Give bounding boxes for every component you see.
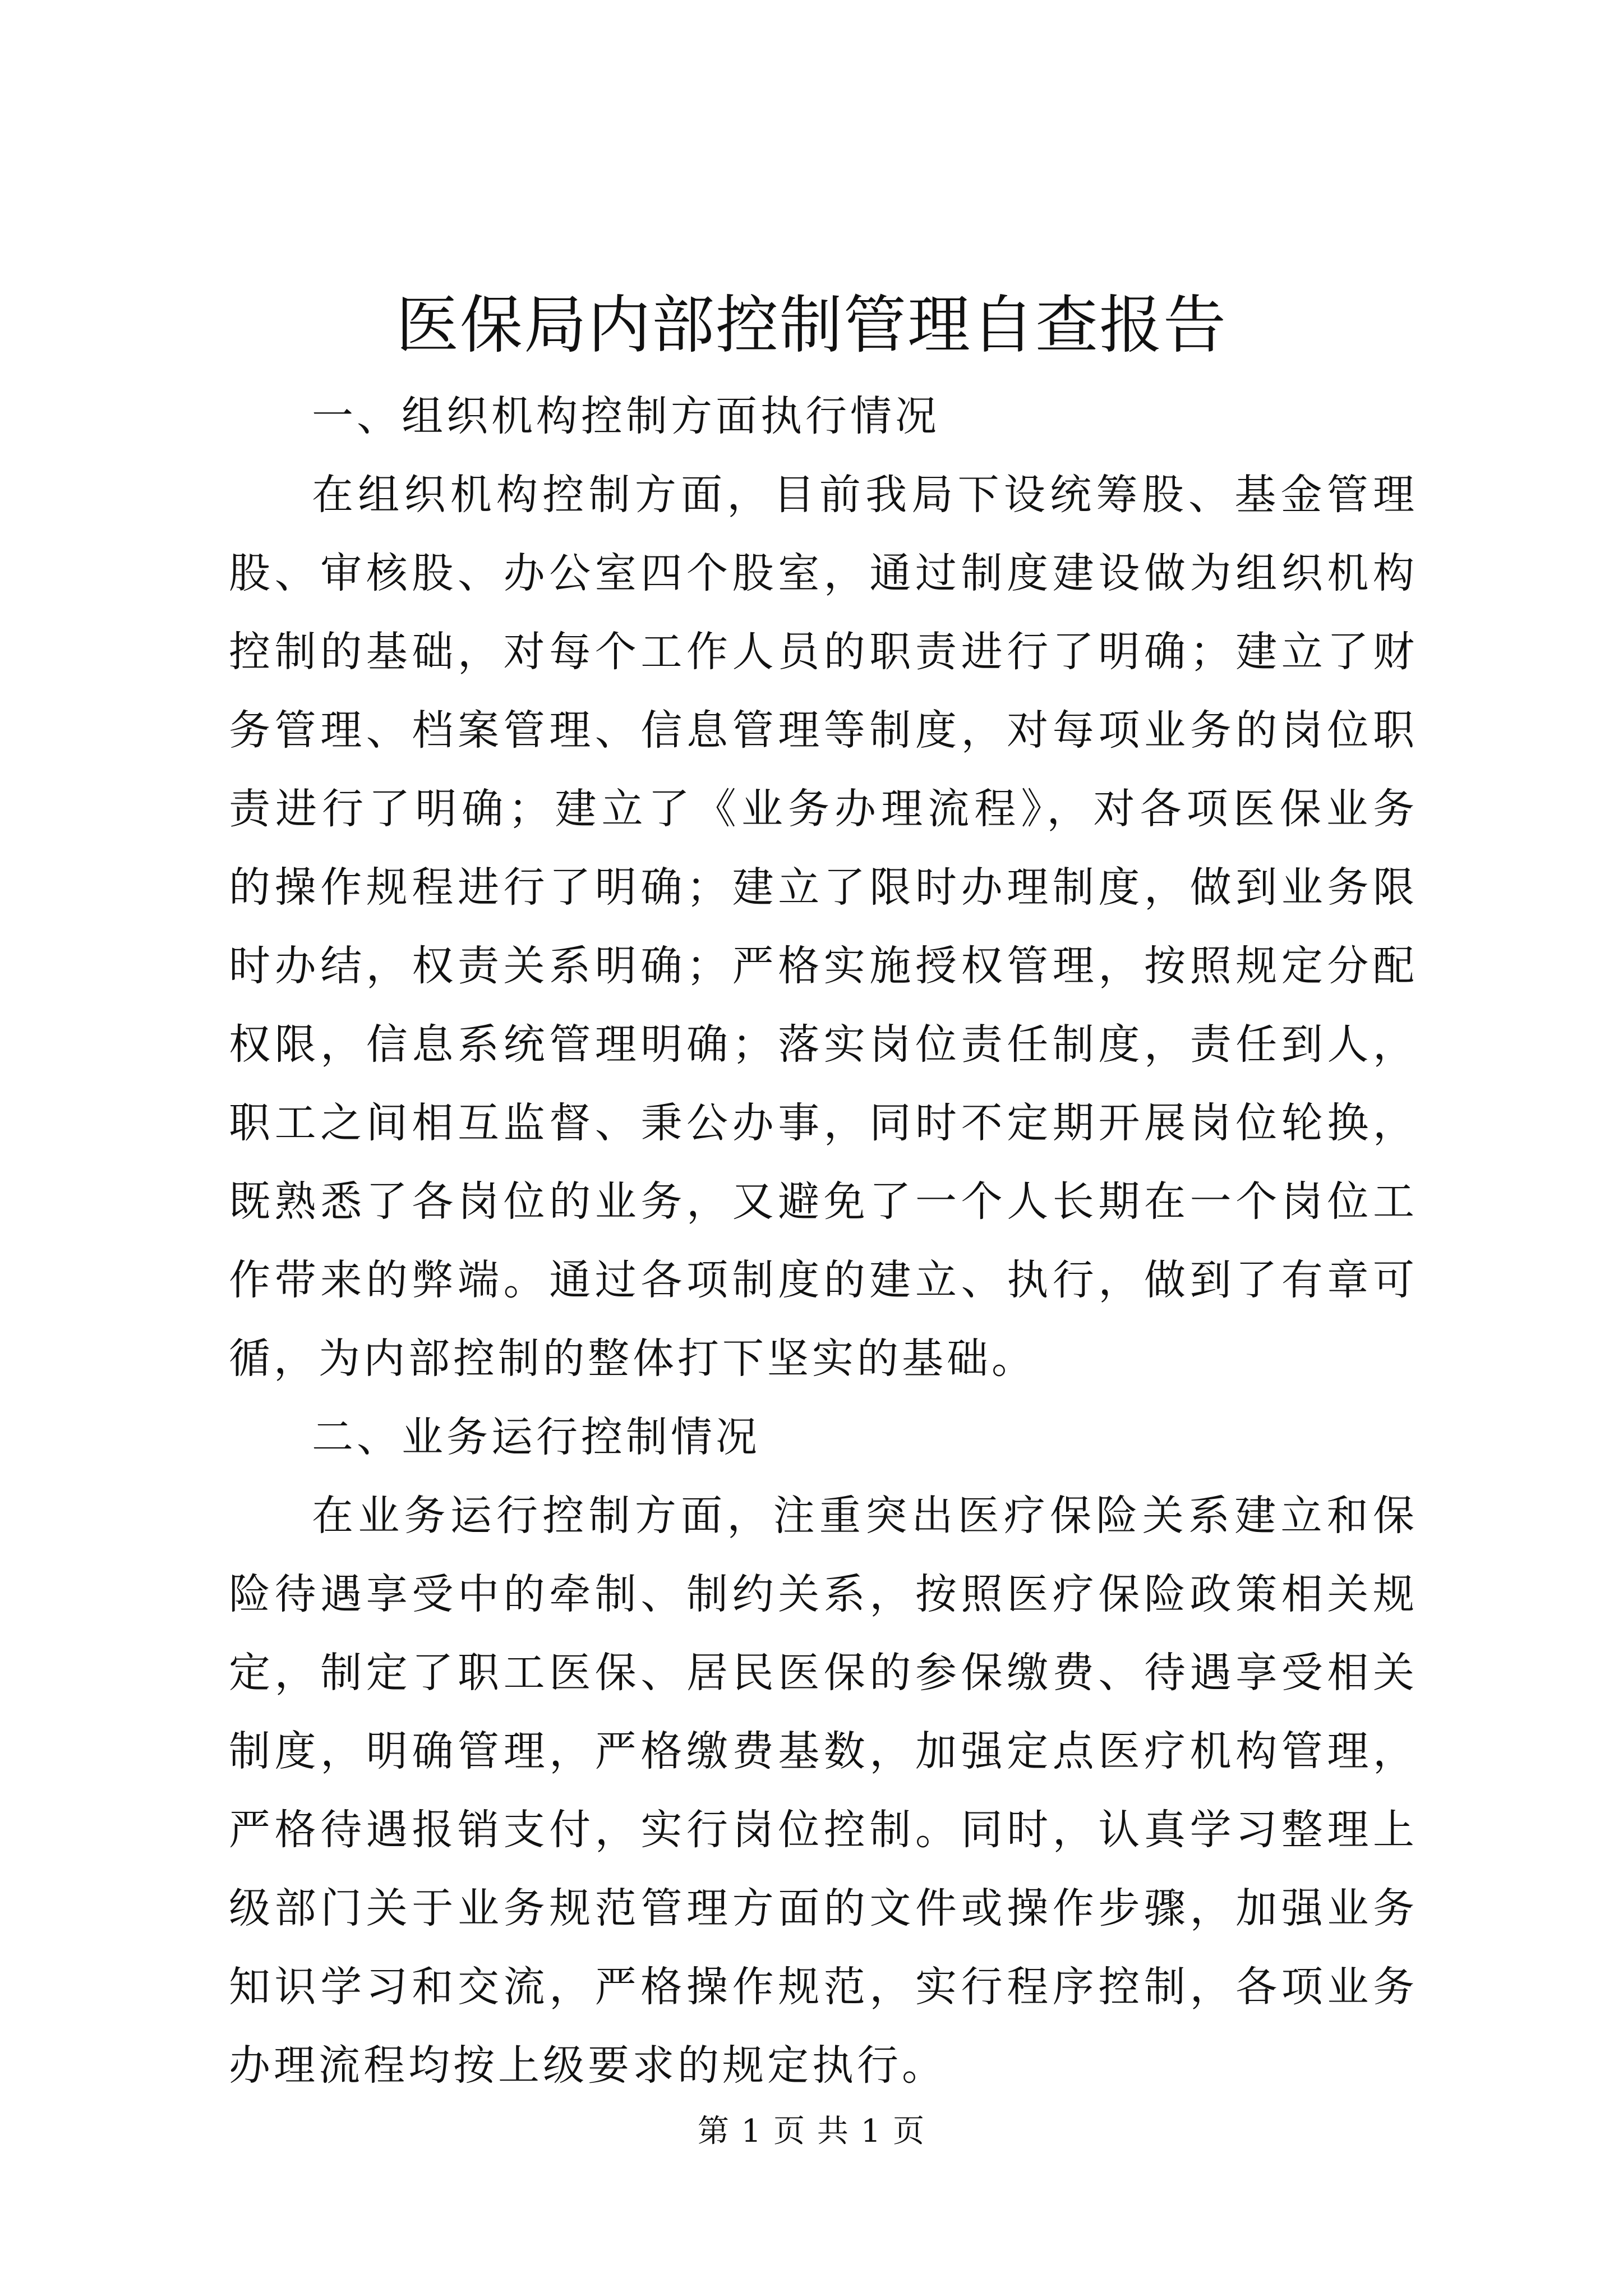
section-paragraph-1: 在组织机构控制方面，目前我局下设统筹股、基金管理股、审核股、办公室四个股室，通过制度建设做为组织机构控制的基础，对每个工作人员的职责进行了明确；建立了财务管理、档案管理、信息管理等制度，对每项业务的岗位职责进行了明确；建立了《业务办理流程》，对各项医保业务的操作规程进行了明确；建立了限时办理制度，做到业务限时办结，权责关系明确；严格实施授权管理，按照规定分配权限，信息系统管理明确；落实岗位责任制度，责任到人，职工之间相互监督、秉公办事，同时不定期开展岗位轮换，既熟悉了各岗位的业务，又避免了一个人长期在一个岗位工作带来的弊端。通过各项制度的建立、执行，做到了有章可循，为内部控制的整体打下坚实的基础。 (229, 471, 1418, 1383)
document-title: 医保局内部控制管理自查报告 (396, 289, 1227, 362)
page-footer: 第 1 页 共 1 页 (697, 2113, 926, 2150)
section-paragraph-2: 在业务运行控制方面，注重突出医疗保险关系建立和保险待遇享受中的牵制、制约关系，按照医疗保险政策相关规定，制定了职工医保、居民医保的参保缴费、待遇享受相关制度，明确管理，严格缴费基数，加强定点医疗机构管理，严格待遇报销支付，实行岗位控制。同时，认真学习整理上级部门关于业务规范管理方面的文件或操作步骤，加强业务知识学习和交流，严格操作规范，实行程序控制，各项业务办理流程均按上级要求的规定执行。 (229, 1492, 1418, 2090)
section-heading-1: 一、组织机构控制方面执行情况 (312, 392, 940, 440)
document-body (229, 377, 1418, 2105)
section-heading-2: 二、业务运行控制情况 (312, 1413, 760, 1461)
